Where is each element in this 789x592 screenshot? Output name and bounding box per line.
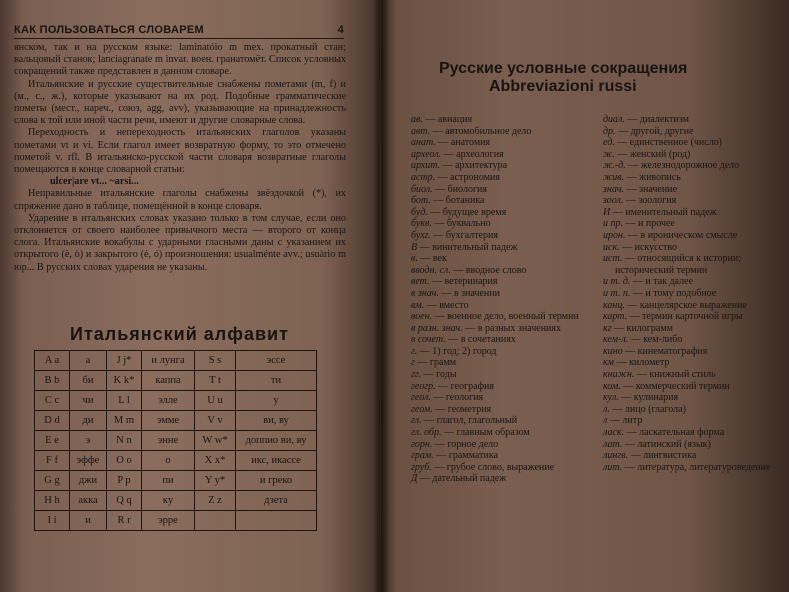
alphabet-pronunciation: эссе (236, 351, 317, 371)
abbreviation: ком. (603, 380, 621, 392)
abbreviation: вет. (411, 276, 430, 288)
abbreviations-column-1 (411, 114, 591, 485)
abbreviation: астр. (411, 171, 436, 183)
abbreviation: книжн. (603, 369, 635, 381)
abbreviation-entry (411, 473, 591, 485)
alphabet-pronunciation: и лунга (142, 351, 195, 371)
alphabet-letter: U u (195, 391, 236, 411)
alphabet-pronunciation: ку (142, 491, 195, 511)
abbreviation-entry (411, 276, 591, 288)
abbreviation-entry (603, 207, 777, 219)
abbreviation-entry (411, 415, 591, 427)
abbreviation-meaning: — бухгалтерия (430, 229, 499, 241)
abbreviation-entry (411, 265, 591, 277)
abbreviation: знач. (603, 183, 625, 195)
abbreviation-entry (603, 450, 777, 462)
alphabet-pronunciation: о (142, 451, 195, 471)
alphabet-letter: X x* (195, 451, 236, 471)
abbreviation-meaning: — кулинария (618, 392, 679, 404)
paragraph: Ударение в итальянских словах указано только в том случае, если оно отклоняется от своего наиболее привычного места — второго от конца слога. Итальянские вокабулы с ударными гласными даны с указанием их открытого (è, ò) и закрытого (é, ó) произношения: usualménte avv.; usuàrio m юр... В русских словах ударения не указаны. (14, 212, 346, 273)
abbreviation: геом. (411, 403, 433, 415)
abbreviation-meaning: — геология (430, 392, 484, 404)
abbreviation: канц. (603, 299, 625, 311)
abbreviation: ж. (603, 148, 615, 160)
abbreviation-meaning: — в сочетаниях (445, 334, 516, 346)
abbreviation-meaning: — астрономия (435, 171, 500, 183)
abbreviation: в разн. знач. (411, 322, 463, 334)
abbreviation-entry (603, 415, 777, 427)
abbreviation-meaning: — в ироническом смысле (625, 229, 738, 241)
abbreviation-entry (411, 230, 591, 242)
alphabet-pronunciation: чи (70, 391, 107, 411)
abbreviation-entry (411, 404, 591, 416)
abbreviation-meaning: — ласкательная форма (624, 427, 725, 439)
alphabet-pronunciation: эмме (142, 411, 195, 431)
abbreviation-meaning: — горное дело (432, 438, 499, 450)
abbreviation: ав. (411, 114, 423, 125)
alphabet-letter: V v (195, 411, 236, 431)
alphabet-letter: D d (35, 411, 70, 431)
alphabet-row (35, 471, 317, 491)
abbreviation-entry (603, 381, 777, 393)
abbreviation-meaning: — канцелярское выражение (624, 299, 747, 311)
abbreviation-entry (411, 392, 591, 404)
abbreviation-meaning: — литр (607, 415, 643, 427)
abbreviation-meaning: — вместо (424, 299, 469, 311)
abbreviation-entry (603, 149, 777, 161)
abbreviation: ист. (603, 253, 623, 265)
abbreviation: г (411, 357, 415, 369)
paragraph: янском, так и на русском языке: laminatóio m mex. прокатный стан; вальцовый станок; lanciagranate m invar. воен. гранатомёт. Список условных сокращений также представлен в данном словаре. (14, 42, 346, 78)
abbreviation: Д (411, 473, 418, 485)
abbreviation: в сочет. (411, 334, 446, 346)
abbreviation-meaning: — годы (421, 369, 457, 381)
abbreviation: л. (603, 403, 610, 415)
abbreviation-entry (411, 381, 591, 393)
abbreviation: др. (603, 125, 616, 137)
abbreviation-meaning: — и тому подобное (630, 287, 717, 299)
alphabet-pronunciation: эффе (70, 451, 107, 471)
alphabet-letter: R r (107, 511, 142, 531)
abbreviation: г. (411, 345, 418, 357)
abbreviation-entry (411, 160, 591, 172)
abbreviation-entry (603, 242, 777, 254)
alphabet-pronunciation: джи (70, 471, 107, 491)
alphabet-letter: W w* (195, 431, 236, 451)
alphabet-row (35, 371, 317, 391)
abbreviation-entry (603, 160, 777, 172)
abbreviation-entry (411, 288, 591, 300)
abbreviation: лит. (603, 461, 623, 473)
abbreviation: жив. (603, 171, 625, 183)
alphabet-row (35, 491, 317, 511)
alphabet-letter: L l (107, 391, 142, 411)
body-text (14, 42, 346, 274)
alphabet-letter: Y y* (195, 471, 236, 491)
abbreviation-meaning: — анатомия (435, 137, 491, 149)
alphabet-letter: B b (35, 371, 70, 391)
alphabet-letter: Q q (107, 491, 142, 511)
abbreviation-entry (411, 300, 591, 312)
abbreviation-meaning: — живопись (624, 171, 681, 183)
abbreviation: геогр. (411, 380, 436, 392)
alphabet-pronunciation: а (70, 351, 107, 371)
abbreviation-meaning: — буквально (431, 218, 491, 230)
alphabet-row (35, 391, 317, 411)
alphabet-letter: E e (35, 431, 70, 451)
abbreviation-entry (411, 137, 591, 149)
abbreviation: гл. обр. (411, 427, 442, 439)
abbreviation-meaning: — ветеринария (429, 276, 498, 288)
alphabet-title: Итальянский алфавит (70, 324, 289, 344)
abbreviation: В (411, 241, 418, 253)
abbreviation-entry (603, 253, 777, 276)
abbreviation-meaning: — грубое слово, выражение (431, 461, 555, 473)
abbreviation-meaning: — значение (624, 183, 677, 195)
abbreviation-meaning: — лицо (глагола) (609, 403, 686, 415)
abbreviation-entry (603, 218, 777, 230)
alphabet-row (35, 411, 317, 431)
abbreviation-entry (411, 311, 591, 323)
abbreviation-meaning: — килограмм (611, 322, 673, 334)
abbreviation-meaning: — латинский (язык) (622, 438, 711, 450)
abbreviation: ирон. (603, 229, 626, 241)
abbreviation: бухг. (411, 229, 431, 241)
abbreviation-meaning: — именительный падеж (610, 206, 717, 218)
alphabet-letter: F f (35, 451, 70, 471)
alphabet-pronunciation: дзета (236, 491, 317, 511)
alphabet-pronunciation: э (70, 431, 107, 451)
abbreviation-entry (603, 357, 777, 369)
abbreviation: зоол. (603, 195, 624, 207)
abbreviation: диал. (603, 114, 625, 125)
abbreviation-entry (603, 439, 777, 451)
abbreviation-meaning: — грамматика (433, 450, 498, 462)
abbreviation-meaning: — география (435, 380, 494, 392)
abbreviation-meaning: — вводное слово (450, 264, 527, 276)
abbreviation: гг. (411, 369, 422, 381)
abbreviation: биол. (411, 183, 433, 195)
abbreviation: и т. д. (603, 276, 631, 288)
abbreviation-meaning: — главным образом (441, 427, 530, 439)
alphabet-pronunciation: ви, ву (236, 411, 317, 431)
paragraph: Неправильные итальянские глаголы снабжены звёздочкой (*), их спряжение дано в таблице, помещённой в конце словаря. (14, 188, 346, 212)
abbreviation: ед. (603, 137, 615, 149)
abbreviation: геол. (411, 392, 431, 404)
alphabet-letter: I i (35, 511, 70, 531)
abbreviation: И (603, 206, 611, 218)
abbreviation: бот. (411, 195, 431, 207)
abbreviation-meaning: — и прочее (623, 218, 675, 230)
abbreviation-meaning: — автомобильное дело (430, 125, 532, 137)
abbreviation-entry (411, 207, 591, 219)
abbreviation-meaning: — кинематография (622, 345, 708, 357)
abbreviation-meaning: — военное дело, военный термин (432, 311, 579, 323)
abbreviation-entry (411, 346, 591, 358)
alphabet-pronunciation: икс, икассе (236, 451, 317, 471)
abbreviation-meaning: — книжный стиль (634, 369, 716, 381)
abbreviation: лат. (603, 438, 623, 450)
abbreviation-entry (411, 149, 591, 161)
alphabet-pronunciation: эрре (142, 511, 195, 531)
alphabet-letter: K k* (107, 371, 142, 391)
abbreviation: кул. (603, 392, 619, 404)
abbreviation-entry (411, 218, 591, 230)
abbreviation-meaning: — ботаника (430, 195, 485, 207)
abbreviation: лингв. (603, 450, 629, 462)
abbreviation: архит. (411, 160, 441, 172)
abbreviation-entry (411, 242, 591, 254)
alphabet-letter (195, 511, 236, 531)
alphabet-pronunciation: акка (70, 491, 107, 511)
abbreviation-entry (411, 334, 591, 346)
abbreviation-meaning: — грамм (414, 357, 457, 369)
alphabet-pronunciation: у (236, 391, 317, 411)
left-page (0, 0, 380, 592)
abbreviation-meaning: — зоология (623, 195, 677, 207)
abbreviation-meaning: — будущее время (427, 206, 507, 218)
alphabet-pronunciation: элле (142, 391, 195, 411)
abbreviation: кино (603, 345, 623, 357)
abbreviation-entry (603, 334, 777, 346)
abbreviation-meaning: — термин карточной игры (627, 311, 743, 323)
abbreviation-entry (603, 346, 777, 358)
abbreviation-entry (603, 404, 777, 416)
abbreviation-meaning: — кем-либо (628, 334, 683, 346)
abbreviation: анат. (411, 137, 436, 149)
abbreviation-meaning: — километр (614, 357, 670, 369)
abbreviation: букв. (411, 218, 432, 230)
abbreviation-entry (603, 311, 777, 323)
abbreviation: ж.-д. (603, 160, 626, 172)
alphabet-row (35, 451, 317, 471)
alphabet-pronunciation: пи (142, 471, 195, 491)
paragraph: Итальянские и русские существительные снабжены пометами (m, f) и (м., с., ж.), которые указывают на их род. Подобные грамматические пометы (мест., нареч., союз, agg, avv), указывающие на принадлежность слова к той или иной части речи, имеют и другие словарные слова. (14, 78, 346, 127)
abbreviation-meaning: — литература, литературоведение (622, 461, 771, 473)
abbreviation-meaning: — археология (441, 148, 504, 160)
alphabet-letter: P p (107, 471, 142, 491)
abbreviation: иск. (603, 241, 620, 253)
abbreviation-meaning: — 1) год; 2) город (417, 345, 497, 357)
alphabet-pronunciation: энне (142, 431, 195, 451)
abbreviation-entry (603, 184, 777, 196)
alphabet-pronunciation: ти (236, 371, 317, 391)
abbreviation-entry (603, 462, 777, 474)
abbreviation-meaning: — женский (род) (614, 148, 691, 160)
alphabet-letter: G g (35, 471, 70, 491)
alphabet-pronunciation: ди (70, 411, 107, 431)
alphabet-letter: Z z (195, 491, 236, 511)
abbreviation-meaning: — биология (432, 183, 487, 195)
abbreviation-entry (603, 114, 777, 126)
abbreviation: кем-л. (603, 334, 629, 346)
alphabet-letter: O o (107, 451, 142, 471)
alphabet-letter: N n (107, 431, 142, 451)
abbreviations-column-2 (603, 114, 777, 473)
abbreviation-meaning: — железнодорожное дело (625, 160, 740, 172)
abbreviation: в. (411, 253, 418, 265)
abbreviation-entry (411, 253, 591, 265)
abbreviation-meaning: — архитектура (440, 160, 508, 172)
abbreviation: грам. (411, 450, 434, 462)
abbreviation-entry (411, 357, 591, 369)
abbreviation-entry (603, 323, 777, 335)
abbreviation-entry (603, 427, 777, 439)
abbreviation-entry (411, 184, 591, 196)
abbreviation-meaning: — лингвистика (628, 450, 697, 462)
abbreviation: авт. (411, 125, 431, 137)
abbreviation-meaning: — в разных значениях (462, 322, 562, 334)
abbreviation-meaning: — геометрия (432, 403, 492, 415)
abbreviation: и пр. (603, 218, 623, 230)
abbreviation: л (603, 415, 608, 427)
abbreviation-entry (603, 392, 777, 404)
abbreviations-title-ru: Русские условные сокращения (439, 60, 688, 77)
abbreviation: вм. (411, 299, 425, 311)
abbreviation: горн. (411, 438, 433, 450)
running-head-text: КАК ПОЛЬЗОВАТЬСЯ СЛОВАРЕМ (14, 24, 204, 36)
alphabet-pronunciation: и (70, 511, 107, 531)
page-number: 4 (337, 24, 344, 36)
alphabet-pronunciation: доппио ви, ву (236, 431, 317, 451)
alphabet-pronunciation: би (70, 371, 107, 391)
abbreviation-entry (603, 137, 777, 149)
abbreviation-meaning: — искусство (619, 241, 678, 253)
abbreviation-entry (603, 276, 777, 288)
alphabet-pronunciation: каппа (142, 371, 195, 391)
abbreviation-meaning: — коммерческий термин (620, 380, 730, 392)
abbreviations-title-it: Abbreviazioni russi (489, 78, 637, 95)
abbreviation-entry (411, 450, 591, 462)
alphabet-letter: A a (35, 351, 70, 371)
abbreviation: в знач. (411, 287, 439, 299)
abbreviation-entry (411, 427, 591, 439)
abbreviation: ласк. (603, 427, 625, 439)
abbreviation-entry (411, 369, 591, 381)
abbreviation-meaning: — авиация (422, 114, 473, 125)
abbreviation: археол. (411, 148, 442, 160)
abbreviation-entry (603, 300, 777, 312)
alphabet-letter: J j* (107, 351, 142, 371)
right-page (381, 0, 789, 592)
alphabet-letter: S s (195, 351, 236, 371)
alphabet-letter: H h (35, 491, 70, 511)
alphabet-pronunciation: и греко (236, 471, 317, 491)
abbreviation: и т. п. (603, 287, 631, 299)
alphabet-letter: T t (195, 371, 236, 391)
running-head (14, 24, 344, 36)
abbreviation-entry (411, 114, 591, 126)
abbreviation-meaning: — единственное (число) (614, 137, 722, 149)
abbreviation-meaning: — в значении (438, 287, 500, 299)
abbreviation-entry (411, 126, 591, 138)
abbreviation: кг (603, 322, 612, 334)
abbreviation-entry (411, 323, 591, 335)
abbreviation-entry (411, 439, 591, 451)
abbreviation-meaning: — глагол, глагольный (421, 415, 518, 427)
abbreviation-meaning: — век (417, 253, 447, 265)
abbreviation: гл. (411, 415, 422, 427)
alphabet-row (35, 431, 317, 451)
abbreviation-entry (603, 172, 777, 184)
abbreviation-entry (603, 195, 777, 207)
abbreviation-entry (411, 462, 591, 474)
abbreviation: буд. (411, 206, 428, 218)
alphabet-table (34, 350, 317, 531)
abbreviation: груб. (411, 461, 432, 473)
abbreviation-entry (603, 126, 777, 138)
abbreviation-meaning: — относящийся к истории; исторический термин (615, 253, 741, 276)
alphabet-row (35, 511, 317, 531)
abbreviation-meaning: — винительный падеж (417, 241, 518, 253)
abbreviation-meaning: — диалектизм (624, 114, 689, 125)
abbreviation: карт. (603, 311, 628, 323)
book-gutter (372, 0, 390, 592)
abbreviation-entry (603, 369, 777, 381)
paragraph: Переходность и непереходность итальянских глаголов указаны пометами vt и vi. Если глагол имеет возвратную форму, то это отмечено пометой v. rfl. В итальянско-русской части словаря возвратные глаголы помещаются в конце словарной статьи: (14, 127, 346, 176)
alphabet-letter: C c (35, 391, 70, 411)
abbreviation-meaning: — и так далее (630, 276, 694, 288)
header-rule (14, 38, 344, 39)
abbreviation-meaning: — другой, другие (615, 125, 694, 137)
abbreviation-entry (411, 195, 591, 207)
abbreviation-entry (411, 172, 591, 184)
abbreviation: км (603, 357, 615, 369)
abbreviation-meaning: — дательный падеж (417, 473, 507, 485)
abbreviation-entry (603, 230, 777, 242)
abbreviation-entry (603, 288, 777, 300)
alphabet-letter: M m (107, 411, 142, 431)
abbreviation: воен. (411, 311, 433, 323)
alphabet-row (35, 351, 317, 371)
alphabet-pronunciation (236, 511, 317, 531)
abbreviation: вводн. сл. (411, 264, 451, 276)
example-line: ulcer|are vt... ~arsi... (50, 176, 139, 188)
